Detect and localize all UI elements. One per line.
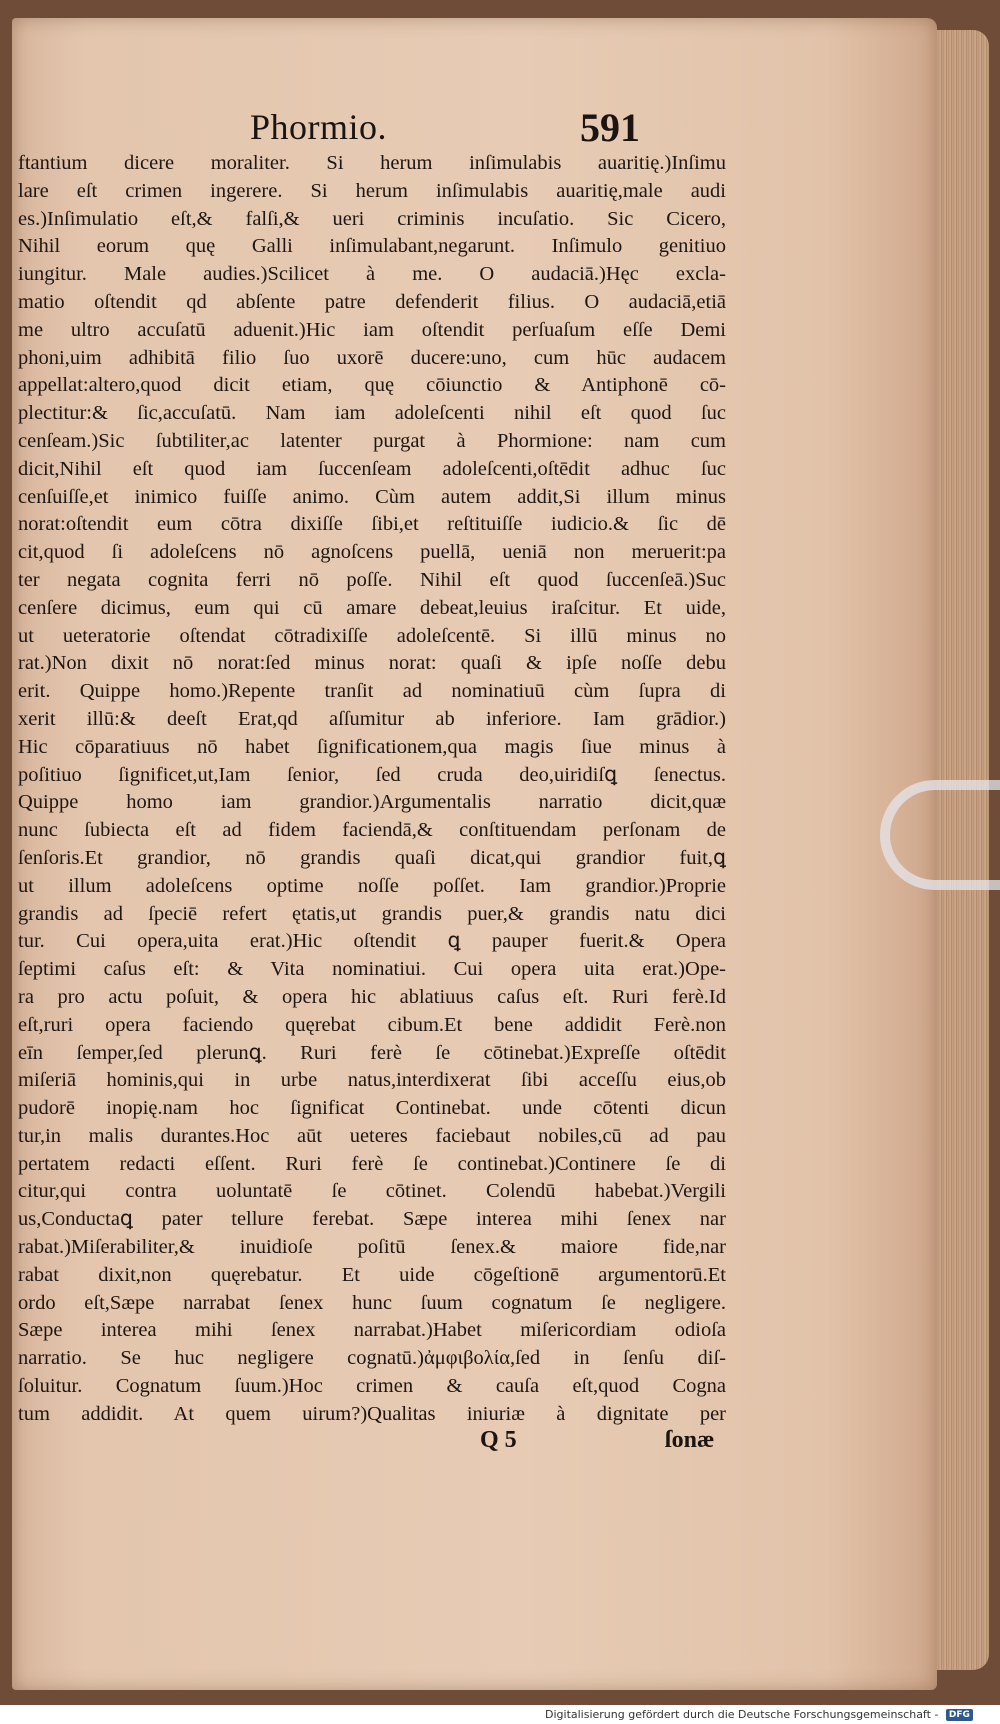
text-line: ſenſoris.Et grandior, nō grandis quaſi dicat,qui grandior fuit,ꝗ	[18, 846, 726, 869]
running-title: Phormio.	[250, 107, 388, 147]
text-line: xerit illū:& deeſt Erat,qd aſſumitur ab inferiore. Iam grādior.)	[18, 707, 726, 730]
text-line: poſitiuo ſignificet,ut,Iam ſenior, ſed cruda deo,uiridiſꝗ ſenectus.	[18, 763, 726, 786]
text-line: tum addidit. At quem uirum?)Qualitas iniuriæ à dignitate per	[18, 1402, 726, 1425]
text-line: us,Conductaꝗ pater tellure ferebat. Sæpe interea mihi ſenex nar	[18, 1208, 726, 1231]
text-line: rat.)Non dixit nō norat:ſed minus norat: quaſi & ipſe noſſe debu	[18, 652, 726, 675]
text-line: phoni,uim adhibitā filio ſuo uxorē ducere:uno, cum hūc audacem	[18, 346, 726, 369]
text-line: ra pro actu poſuit, & opera hic ablatiuus caſus eſt. Ruri ferè.Id	[18, 985, 726, 1008]
text-line: Hic cōparatiuus nō habet ſignificationem,qua magis ſiue minus à	[18, 735, 726, 758]
text-line: pertatem redacti eſſent. Ruri ferè ſe continebat.)Continere ſe di	[18, 1152, 726, 1175]
text-line: lare eſt crimen ingerere. Si herum inſimulabis auaritię,male audi	[18, 179, 726, 202]
text-line: ſeptimi caſus eſt: & Vita nominatiui. Cui opera uita erat.)Ope-	[18, 958, 726, 981]
text-line: me ultro accuſatū aduenit.)Hic iam oſtendit perſuaſum eſſe Demi	[18, 318, 726, 341]
text-line: tur,in malis durantes.Hoc aūt ueteres faciebaut nobiles,cū ad pau	[18, 1124, 726, 1147]
text-line: erit. Quippe homo.)Repente tranſit ad nominatiuū cùm ſupra di	[18, 680, 726, 703]
text-line: rabat.)Miſerabiliter,& inuidioſe poſitū ſenex.& maiore fide,nar	[18, 1236, 726, 1259]
text-line: cenſuiſſe,et inimico fuiſſe animo. Cùm autem addit,Si illum minus	[18, 485, 726, 508]
paper-clip	[880, 780, 1000, 890]
text-line: tur. Cui opera,uita erat.)Hic oſtendit ꝗ pauper fuerit.& Opera	[18, 930, 726, 953]
catchword: ſonæ	[665, 1427, 715, 1453]
text-line: pudorē inopię.nam hoc ſignificat Continebat. unde cōtenti dicun	[18, 1097, 726, 1120]
text-line: matio oſtendit qd abſente patre defenderit filius. O audaciā,etiā	[18, 290, 726, 313]
page-footer	[480, 1427, 720, 1463]
text-line: norat:oſtendit eum cōtra dixiſſe ſibi,et reſtituiſſe iudicio.& ſic dē	[18, 513, 726, 536]
text-line: eīn ſemper,ſed plerunꝗ. Ruri ferè ſe cōtinebat.)Expreſſe oſtēdit	[18, 1041, 726, 1064]
text-line: grandis ad ſpeciē refert ętatis,ut grandis puer,& grandis natu dici	[18, 902, 726, 925]
text-line: nunc ſubiecta eſt ad fidem faciendā,& conſtituendam perſonam de	[18, 819, 726, 842]
text-line: miſeriā hominis,qui in urbe natus,interdixerat ſibi acceſſu eius,ob	[18, 1069, 726, 1092]
text-line: plectitur:& ſic,accuſatū. Nam iam adoleſcenti nihil eſt quod ſuc	[18, 402, 726, 425]
text-line: ut illum adoleſcens optime noſſe poſſet. Iam grandior.)Proprie	[18, 874, 726, 897]
text-line: rabat dixit,non quęrebatur. Et uide cōgeſtionē argumentorū.Et	[18, 1263, 726, 1286]
text-line: ſoluitur. Cognatum ſuum.)Hoc crimen & cauſa eſt,quod Cogna	[18, 1375, 726, 1398]
text-line: dicit,Nihil eſt quod iam ſuccenſeam adoleſcenti,oſtēdit adhuc ſuc	[18, 457, 726, 480]
text-line: narratio. Se huc negligere cognatū.)ἀμφιβολία,ſed in ſenſu diſ-	[18, 1347, 726, 1370]
text-line: cenſere dicimus, eum qui cū amare debeat,leuius iraſcitur. Et uide,	[18, 596, 726, 619]
text-line: Sæpe interea mihi ſenex narrabat.)Habet miſericordiam odioſa	[18, 1319, 726, 1342]
text-line: ordo eſt,Sæpe narrabat ſenex hunc ſuum cognatum ſe negligere.	[18, 1291, 726, 1314]
text-line: es.)Inſimulatio eſt,& falſi,& ueri criminis incuſatio. Sic Cicero,	[18, 207, 726, 230]
digitization-credit	[545, 1706, 1000, 1724]
text-line: ter negata cognita ferri nō poſſe. Nihil eſt quod ſuccenſeā.)Suc	[18, 568, 726, 591]
page-number: 591	[580, 105, 640, 150]
signature-mark: Q 5	[480, 1427, 517, 1453]
text-line: cit,quod ſi adoleſcens nō agnoſcens puellā, ueniā non meruerit:pa	[18, 541, 726, 564]
commentary-text	[18, 150, 726, 1429]
text-line: ftantium dicere moraliter. Si herum inſimulabis auaritię.)Inſimu	[18, 152, 726, 174]
text-line: eſt,ruri opera faciendo quęrebat cibum.Et bene addidit Ferè.non	[18, 1013, 726, 1036]
dfg-logo: DFG	[946, 1709, 973, 1721]
text-line: iungitur. Male audies.)Scilicet à me. O audaciā.)Hęc excla-	[18, 263, 726, 286]
text-line: citur,qui contra uoluntatē ſe cōtinet. Colendū habebat.)Vergili	[18, 1180, 726, 1203]
text-line: ut ueteratorie oſtendat cōtradixiſſe adoleſcentē. Si illū minus no	[18, 624, 726, 647]
text-line: Nihil eorum quę Galli inſimulabant,negarunt. Inſimulo genitiuo	[18, 235, 726, 258]
text-line: appellat:altero,quod dicit etiam, quę cōiunctio & Antiphonē cō-	[18, 374, 726, 397]
text-line: Quippe homo iam grandior.)Argumentalis narratio dicit,quæ	[18, 791, 726, 814]
credit-text: Digitalisierung gefördert durch die Deutsche Forschungsgemeinschaft -	[545, 1708, 939, 1721]
text-line: cenſeam.)Sic ſubtiliter,ac latenter purgat à Phormione: nam cum	[18, 429, 726, 452]
